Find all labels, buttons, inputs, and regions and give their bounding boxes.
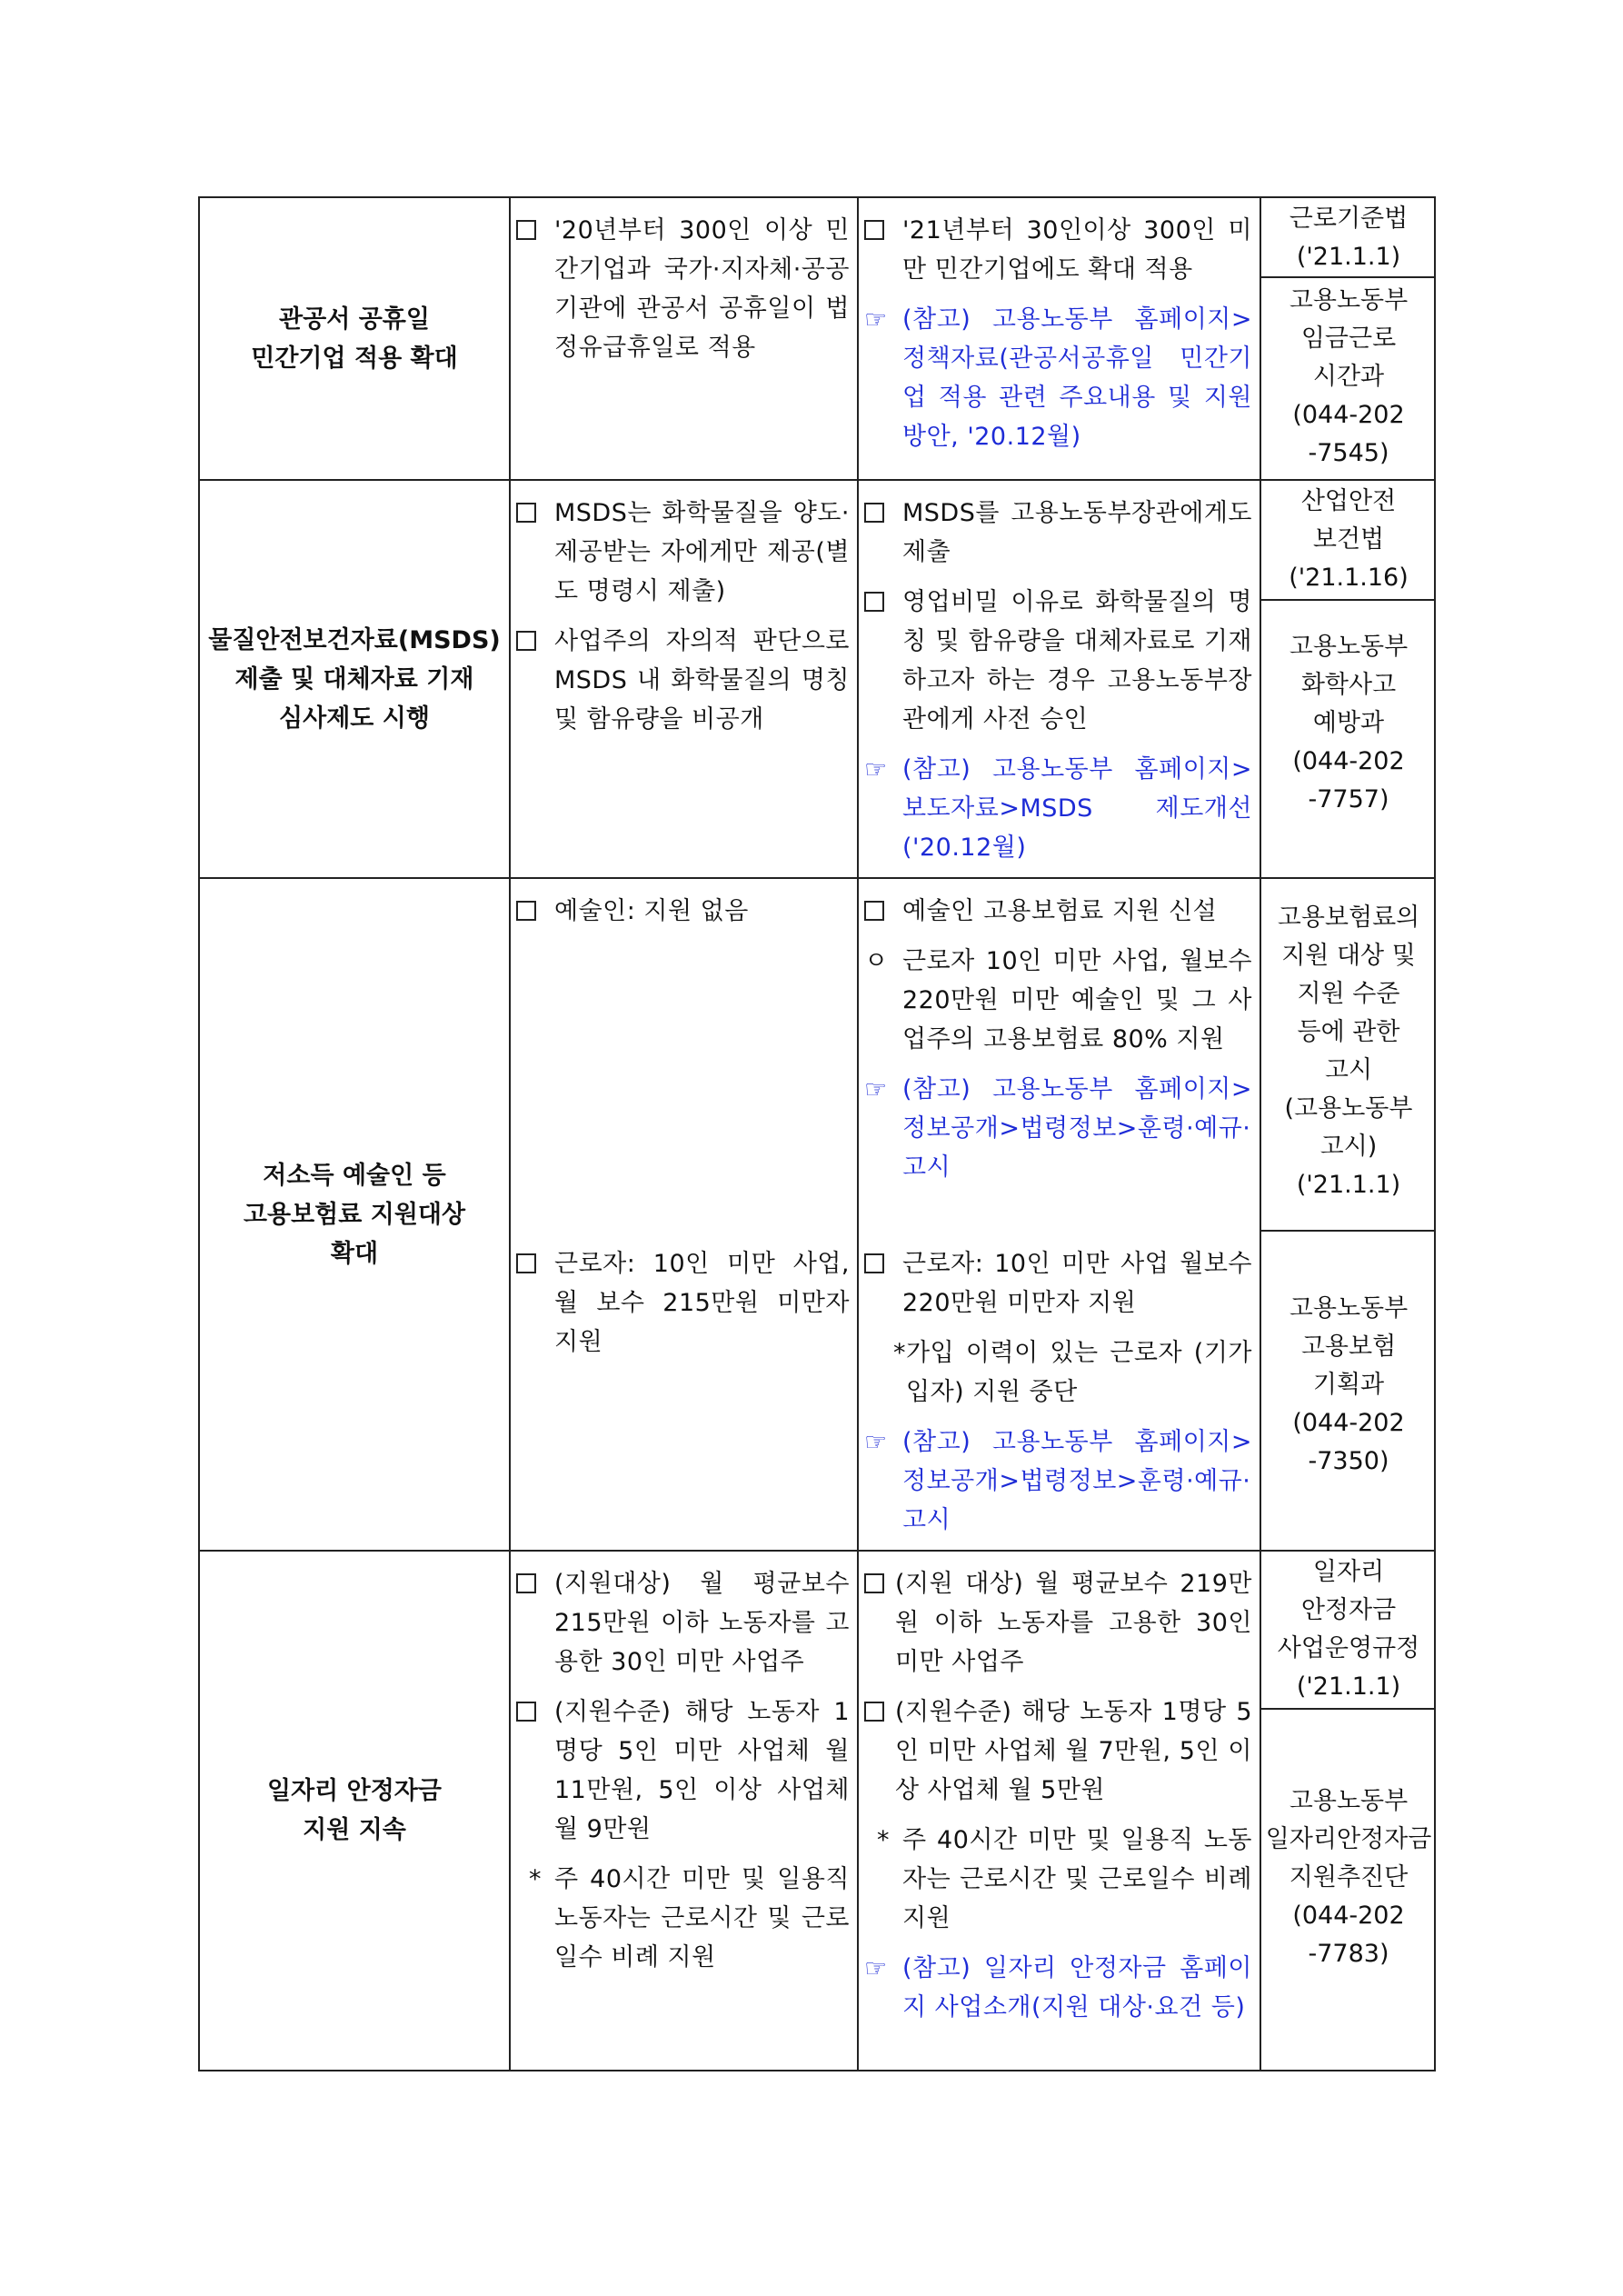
pointing-hand-icon: ☞ (864, 754, 888, 784)
note-item: * 주 40시간 미만 및 일용직 노동자는 근로시간 및 근로일수 비례 지원 (859, 1821, 1252, 1938)
after-column (859, 211, 1260, 467)
checkbox-square-icon (516, 631, 536, 651)
law-cell: 일자리 안정자금 사업운영규정 ('21.1.1) (1277, 1558, 1420, 1701)
list-item: 근로자: 10인 미만 사업, 월 보수 215만원 미만자 지원 (511, 1244, 850, 1362)
list-item: MSDS는 화학물질을 양도·제공받는 자에게만 제공(별도 명령시 제출) (511, 494, 850, 611)
divider (1261, 1708, 1434, 1710)
checkbox-square-icon (516, 1573, 536, 1593)
row-title: 물질안전보건자료(MSDS) 제출 및 대체자료 기재 심사제도 시행 (208, 625, 501, 733)
checkbox-square-icon (864, 901, 884, 921)
pointing-hand-icon: ☞ (864, 1074, 888, 1104)
list-item: '21년부터 30인이상 300인 미만 민간기업에도 확대 적용 (859, 211, 1252, 289)
table-row (200, 479, 1434, 877)
list-item: (지원수준) 해당 노동자 1명당 5인 미만 사업체 월 11만원, 5인 이상 사업체 월 9만원 (511, 1692, 850, 1849)
circle-bullet-icon: ㅇ (864, 947, 889, 975)
list-item: MSDS를 고용노동부장관에게도 제출 (859, 494, 1252, 572)
dept-cell: 고용노동부 임금근로 시간과 (044-202 -7545) (1289, 286, 1409, 467)
law-cell: 근로기준법 ('21.1.1) (1289, 205, 1409, 271)
pointing-hand-icon: ☞ (864, 1427, 888, 1457)
before-column (511, 1564, 857, 1988)
checkbox-square-icon (864, 1702, 884, 1722)
after-column (859, 1564, 1260, 2038)
dept-cell: 고용노동부 일자리안정자금 지원추진단 (044-202 -7783) (1265, 1787, 1432, 1968)
before-column (511, 494, 857, 750)
checkbox-square-icon (864, 1573, 884, 1593)
checkbox-square-icon (864, 220, 884, 240)
checkbox-square-icon (864, 503, 884, 523)
before-column-lower (511, 1244, 857, 1373)
checkbox-square-icon (864, 592, 884, 612)
checkbox-square-icon (864, 1253, 884, 1273)
before-column (511, 892, 857, 942)
before-column (511, 211, 857, 378)
checkbox-square-icon (516, 1702, 536, 1722)
list-item: (지원수준) 해당 노동자 1명당 5인 미만 사업체 월 7만원, 5인 이상 사업체 월 5만원 (859, 1692, 1252, 1810)
checkbox-square-icon (516, 220, 536, 240)
table-row (200, 1550, 1434, 2070)
pointing-hand-icon: ☞ (864, 1953, 888, 1983)
law-cell: 고용보험료의 지원 대상 및 지원 수준 등에 관한 고시 (고용노동부 고시) ('21.1.1) (1277, 903, 1420, 1199)
reference-link[interactable]: ☞ (참고) 고용노동부 홈페이지> 정책자료(관공서공휴일 민간기업 적용 관련 주요내용 및 지원방안, '20.12월) (859, 300, 1252, 456)
divider (1261, 276, 1434, 278)
after-column-lower (859, 1244, 1260, 1551)
after-column (859, 494, 1260, 878)
checkbox-square-icon (516, 503, 536, 523)
list-item: 예술인 고용보험료 지원 신설 (859, 892, 1252, 931)
list-item: 사업주의 자의적 판단으로 MSDS 내 화학물질의 명칭 및 함유량을 비공개 (511, 622, 850, 739)
list-item: '20년부터 300인 이상 민간기업과 국가·지자체·공공기관에 관공서 공휴일이 법정유급휴일로 적용 (511, 211, 850, 367)
pointing-hand-icon: ☞ (864, 304, 888, 334)
table-row (200, 198, 1434, 479)
divider (1261, 599, 1434, 601)
list-item: ㅇ 근로자 10인 미만 사업, 월보수 220만원 미만 예술인 및 그 사업주의 고용보험료 80% 지원 (859, 942, 1252, 1059)
law-cell: 산업안전 보건법 ('21.1.16) (1289, 487, 1409, 592)
after-column (859, 892, 1260, 1198)
list-item: 예술인: 지원 없음 (511, 892, 850, 931)
row-title: 일자리 안정자금 지원 지속 (267, 1777, 442, 1844)
row-title: 관공서 공휴일 민간기업 적용 확대 (251, 304, 458, 373)
dept-cell: 고용노동부 고용보험 기획과 (044-202 -7350) (1289, 1294, 1409, 1475)
reference-link[interactable]: ☞ (참고) 일자리 안정자금 홈페이지 사업소개(지원 대상·요건 등) (859, 1949, 1252, 2027)
reference-link[interactable]: ☞ (참고) 고용노동부 홈페이지> 보도자료>MSDS 제도개선 ('20.12월) (859, 750, 1252, 867)
list-item: 근로자: 10인 미만 사업 월보수 220만원 미만자 지원 (859, 1244, 1252, 1323)
change-table (198, 196, 1436, 2071)
list-item: (지원대상) 월 평균보수 215만원 이하 노동자를 고용한 30인 미만 사업주 (511, 1564, 850, 1682)
checkbox-square-icon (516, 901, 536, 921)
asterisk-icon: * (529, 1865, 542, 1893)
list-item: (지원 대상) 월 평균보수 219만원 이하 노동자를 고용한 30인 미만 사업주 (859, 1564, 1252, 1682)
list-item: 영업비밀 이유로 화학물질의 명칭 및 함유량을 대체자료로 기재하고자 하는 경우 고용노동부장관에게 사전 승인 (859, 583, 1252, 739)
row-title: 저소득 예술인 등 고용보험료 지원대상 확대 (243, 1161, 466, 1268)
table-row (200, 877, 1434, 1550)
checkbox-square-icon (516, 1253, 536, 1273)
reference-link[interactable]: ☞ (참고) 고용노동부 홈페이지> 정보공개>법령정보>훈령·예규·고시 (859, 1423, 1252, 1540)
asterisk-icon: * (877, 1826, 890, 1854)
divider (1261, 1230, 1434, 1232)
reference-link[interactable]: ☞ (참고) 고용노동부 홈페이지> 정보공개>법령정보>훈령·예규·고시 (859, 1070, 1252, 1187)
dept-cell: 고용노동부 화학사고 예방과 (044-202 -7757) (1289, 633, 1409, 814)
note-item: * 주 40시간 미만 및 일용직 노동자는 근로시간 및 근로일수 비례 지원 (511, 1860, 850, 1977)
note-item: *가입 이력이 있는 근로자 (기가입자) 지원 중단 (893, 1339, 1252, 1406)
